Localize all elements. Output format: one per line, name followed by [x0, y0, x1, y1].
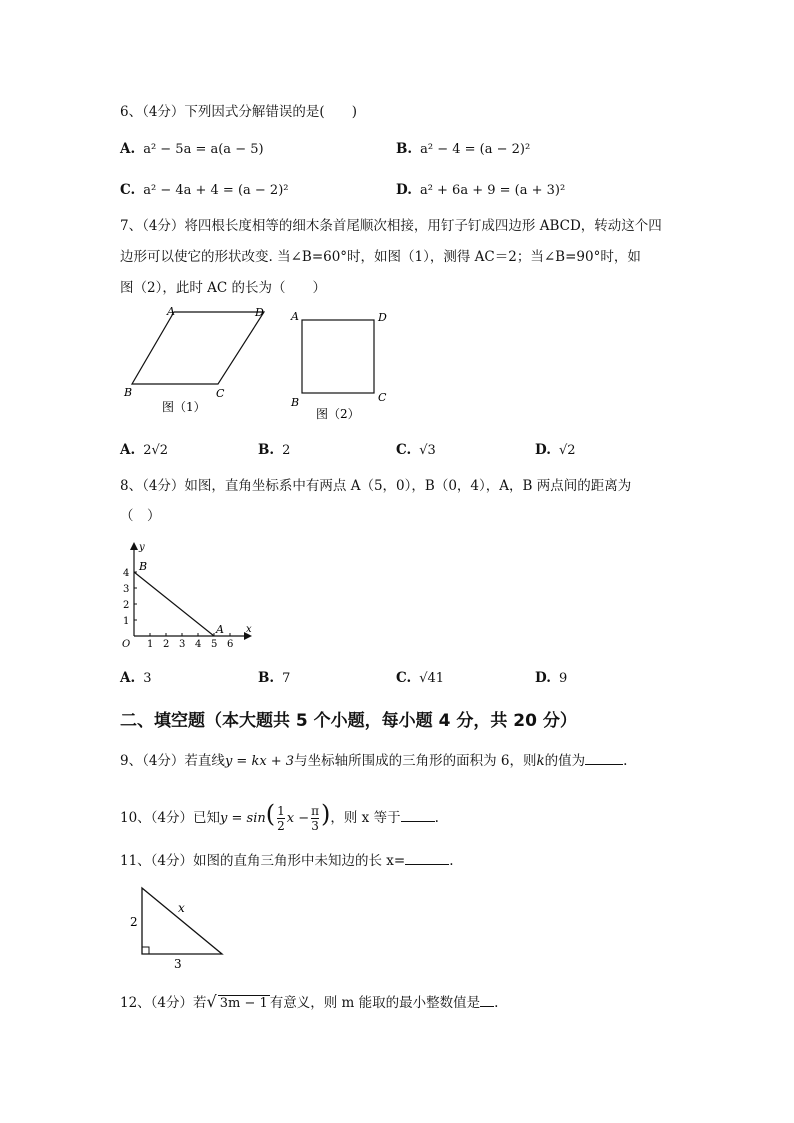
- right-angle-mark: [142, 947, 149, 954]
- q6-option-d: D. a² + 6a + 9 = (a + 3)²: [396, 182, 566, 198]
- q10-line: 10、（4分）已知y = sin( $\frac{1}{2}$ x − $\frac{\pi}{3}$ )，则 x 等于 .: [120, 800, 439, 833]
- y-tick-label: 3: [123, 584, 130, 595]
- fig1-vertex-d: D: [255, 306, 264, 319]
- fig2-caption: 图（2）: [316, 407, 360, 421]
- point-b-label: B: [139, 560, 148, 573]
- q8-option-a: A. 3: [120, 670, 152, 686]
- q10-frac-1: $\frac{1}{2}$: [277, 804, 285, 833]
- y-axis-label: y: [139, 542, 145, 553]
- x-axis-label: x: [246, 624, 252, 635]
- point-a-label: A: [216, 623, 224, 636]
- rhombus-shape: [132, 312, 264, 384]
- q7-figures: [118, 302, 398, 427]
- fig1-vertex-a: A: [167, 305, 175, 318]
- y-ticks: [123, 568, 137, 627]
- square-shape: [302, 320, 374, 393]
- q10-expr-lhs: y = sin: [220, 811, 266, 826]
- q6-stem: 6、（4分）下列因式分解错误的是( ): [120, 104, 357, 120]
- fig2-vertex-d: D: [378, 311, 387, 324]
- side-left-label: 2: [130, 915, 138, 929]
- q10-suffix: ，则 x 等于: [330, 810, 401, 826]
- y-axis-arrow: [130, 542, 138, 550]
- q10-prefix: 10、（4分）已知: [120, 810, 221, 826]
- q9-expr: y = kx + 3: [224, 754, 295, 769]
- q9-line: 9、（4分）若直线y = kx + 3与坐标轴所围成的三角形的面积为 6，则k的值为 .: [120, 753, 628, 769]
- q12-line: 12、（4分）若√ 3m − 1 有意义，则 m 能取的最小整数值是 .: [120, 992, 499, 1011]
- q8-line1: 8、（4分）如图，直角坐标系中有两点 A（5，0），B（0，4），A，B 两点间的距离为: [120, 478, 632, 494]
- q12-suffix: 有意义，则 m 能取的最小整数值是: [269, 995, 481, 1011]
- fig1-vertex-c: C: [216, 387, 225, 400]
- segment-ab: [134, 572, 214, 636]
- q11-right-triangle: [128, 884, 238, 972]
- hypotenuse-label: x: [178, 901, 185, 915]
- q12-prefix: 12、（4分）若: [120, 995, 207, 1011]
- x-tick-label: 4: [195, 639, 202, 650]
- x-tick-label: 6: [227, 639, 234, 650]
- q6-option-b: B. a² − 4 = (a − 2)²: [396, 141, 531, 157]
- q10-mid: x −: [286, 811, 310, 826]
- y-tick-label: 4: [123, 568, 130, 579]
- q7-option-b: B. 2: [258, 442, 291, 458]
- q8-line2: （ ）: [120, 508, 161, 524]
- q10-frac-2: $\frac{\pi}{3}$: [311, 804, 319, 833]
- q6-option-a: A. a² − 5a = a(a − 5): [120, 141, 264, 157]
- fig2-vertex-b: B: [291, 396, 300, 409]
- x-tick-label: 3: [179, 639, 186, 650]
- q9-prefix: 9、（4分）若直线: [120, 753, 225, 769]
- fig1-vertex-b: B: [124, 386, 133, 399]
- q11-line: 11、（4分）如图的直角三角形中未知边的长 x= .: [120, 853, 454, 869]
- origin-label: O: [122, 639, 131, 650]
- y-tick-label: 2: [123, 600, 130, 611]
- q8-option-b: B. 7: [258, 670, 291, 686]
- q9-var: k: [536, 753, 545, 769]
- section-2-title: 二、填空题（本大题共 5 个小题，每小题 4 分，共 20 分）: [120, 711, 577, 731]
- x-tick-label: 5: [211, 639, 218, 650]
- y-tick-label: 1: [123, 616, 130, 627]
- q9-suffix: 的值为: [544, 753, 586, 769]
- q9-answer-blank[interactable]: [585, 764, 623, 765]
- x-tick-label: 2: [163, 639, 170, 650]
- q7-option-d: D. √2: [535, 442, 576, 458]
- fig2-vertex-c: C: [378, 391, 387, 404]
- x-tick-label: 1: [147, 639, 154, 650]
- q11-text: 11、（4分）如图的直角三角形中未知边的长 x=: [120, 853, 406, 869]
- q7-line2: 边形可以使它的形状改变. 当∠B=60°时，如图（1），测得 AC＝2；当∠B=90°时，如: [120, 249, 641, 265]
- fig2-vertex-a: A: [291, 310, 299, 323]
- q12-radicand: 3m − 1: [219, 996, 268, 1011]
- q7-line3: 图（2），此时 AC 的长为（ ）: [120, 280, 326, 296]
- fig1-caption: 图（1）: [162, 400, 206, 414]
- q8-option-d: D. 9: [535, 670, 568, 686]
- q8-option-c: C. √41: [396, 670, 445, 686]
- q8-coordinate-graph: [118, 540, 258, 652]
- q7-line1: 7、（4分）将四根长度相等的细木条首尾顺次相接，用钉子钉成四边形 ABCD，转动这个四: [120, 218, 662, 234]
- q6-option-c: C. a² − 4a + 4 = (a − 2)²: [120, 182, 289, 198]
- q9-mid: 与坐标轴所围成的三角形的面积为 6，则: [294, 753, 537, 769]
- q10-answer-blank[interactable]: [401, 821, 435, 822]
- q7-option-c: C. √3: [396, 442, 436, 458]
- q7-option-a: A. 2√2: [120, 442, 169, 458]
- q11-answer-blank[interactable]: [405, 864, 449, 865]
- q12-answer-blank[interactable]: [480, 1006, 494, 1007]
- triangle-shape: [142, 888, 222, 954]
- side-bottom-label: 3: [174, 957, 182, 971]
